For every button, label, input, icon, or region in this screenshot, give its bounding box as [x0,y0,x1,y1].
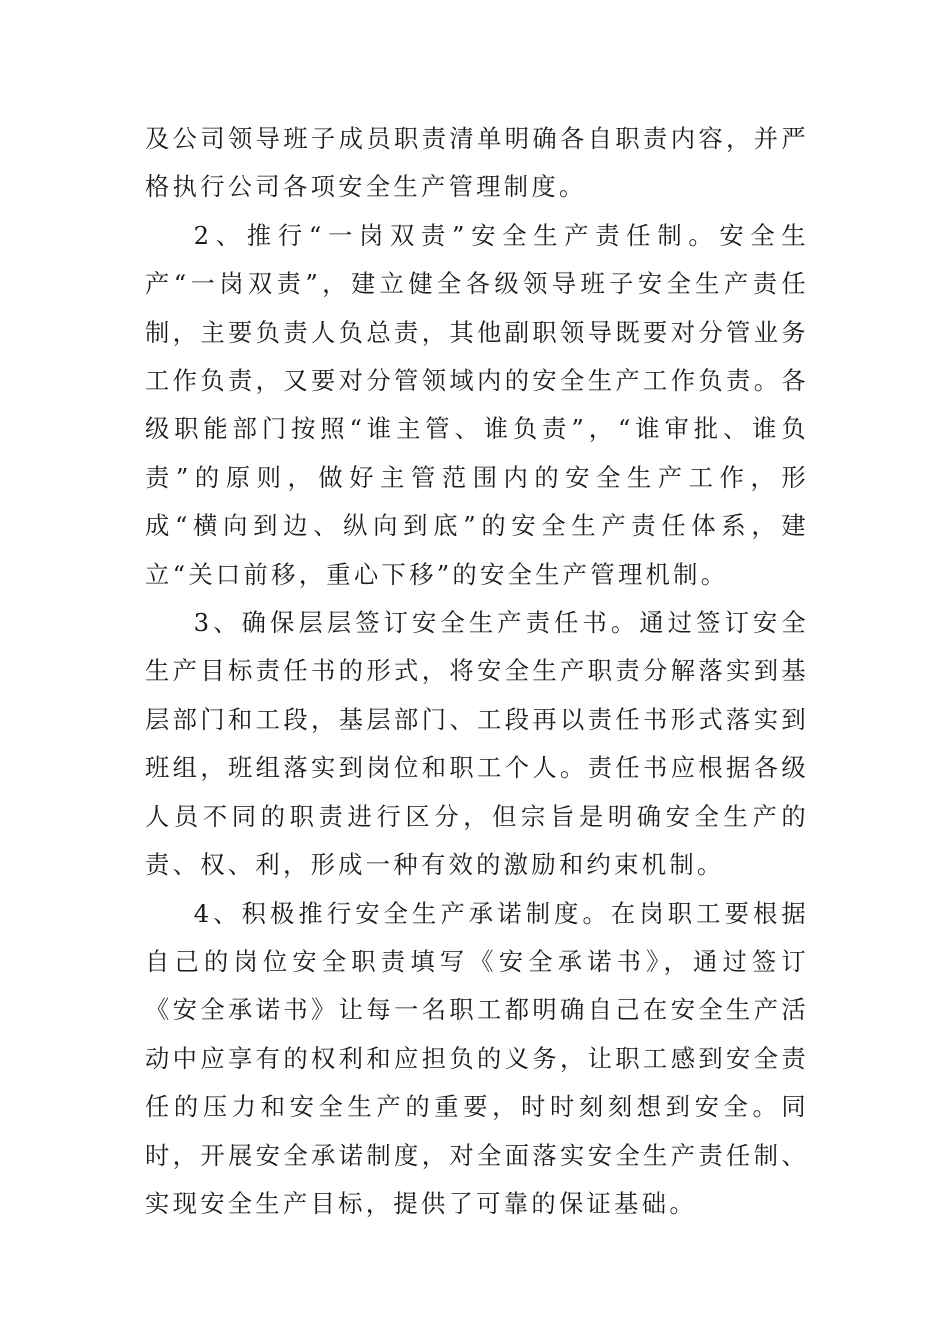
paragraph-item-2: 2、推行“一岗双责”安全生产责任制。安全生产“一岗双责”，建立健全各级领导班子安全生产责任制，主要负责人负总责，其他副职领导既要对分管业务工作负责，又要对分管领域内的安全生产工作负责。各级职能部门按照“谁主管、谁负责”，“谁审批、谁负责”的原则，做好主管范围内的安全生产工作，形成“横向到边、纵向到底”的安全生产责任体系，建立“关口前移，重心下移”的安全生产管理机制。 [145,220,809,589]
document-body [145,115,809,1228]
paragraph-item-4: 4、积极推行安全生产承诺制度。在岗职工要根据自己的岗位安全职责填写《安全承诺书》，通过签订《安全承诺书》让每一名职工都明确自己在安全生产活动中应享有的权利和应担负的义务，让职工感到安全责任的压力和安全生产的重要，时时刻刻想到安全。同时，开展安全承诺制度，对全面落实安全生产责任制、实现安全生产目标，提供了可靠的保证基础。 [145,898,809,1218]
paragraph-continuation: 及公司领导班子成员职责清单明确各自职责内容，并严格执行公司各项安全生产管理制度。 [145,124,809,202]
paragraph-item-3: 3、确保层层签订安全生产责任书。通过签订安全生产目标责任书的形式，将安全生产职责分解落实到基层部门和工段，基层部门、工段再以责任书形式落实到班组，班组落实到岗位和职工个人。责任书应根据各级人员不同的职责进行区分，但宗旨是明确安全生产的责、权、利，形成一种有效的激励和约束机制。 [145,608,809,880]
